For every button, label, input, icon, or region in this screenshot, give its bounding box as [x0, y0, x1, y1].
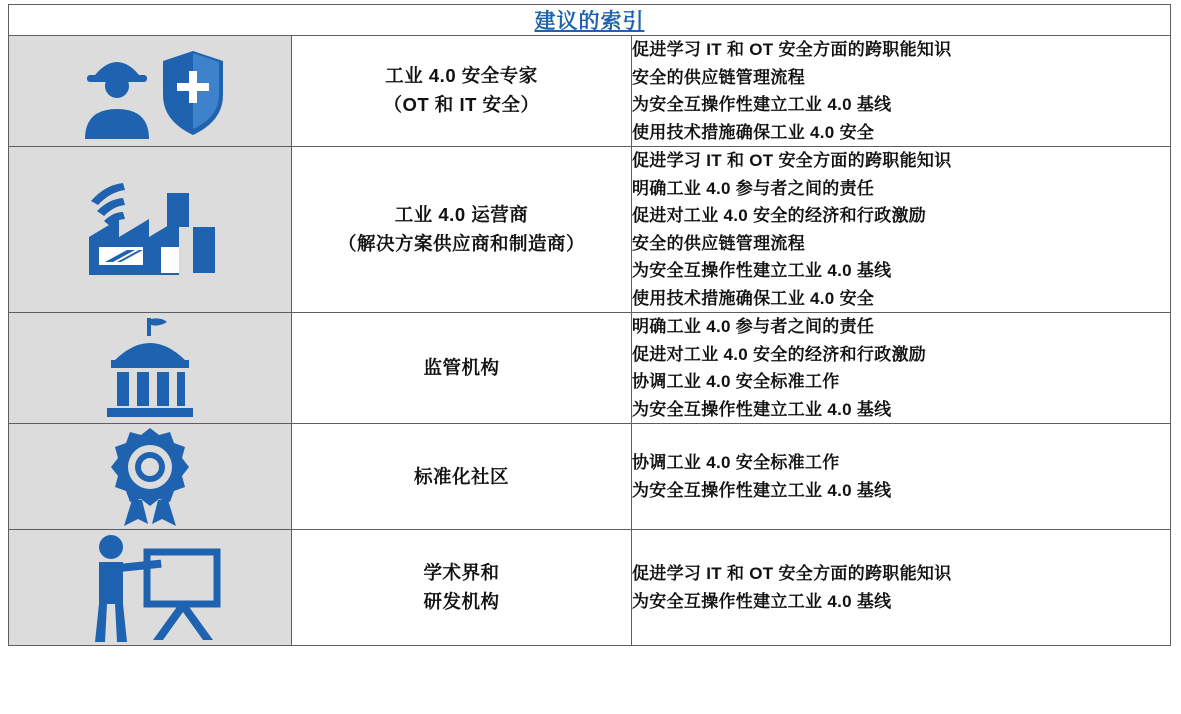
icon-cell [9, 36, 292, 147]
recommendation-item: 促进学习 IT 和 OT 安全方面的跨职能知识 [632, 564, 952, 584]
recommendation-item: 为安全互操作性建立工业 4.0 基线 [632, 480, 892, 500]
recommendations-table [8, 4, 1171, 646]
recommendation-item: 明确工业 4.0 参与者之间的责任 [632, 317, 875, 337]
recommendation-item: 安全的供应链管理流程 [632, 67, 805, 87]
recommendation-item: 促进对工业 4.0 安全的经济和行政激励 [632, 344, 927, 364]
table-row [9, 147, 1171, 313]
table-row [9, 530, 1171, 646]
recommendations-index-diagram [0, 4, 1181, 714]
recommendation-item: 为安全互操作性建立工业 4.0 基线 [632, 591, 892, 611]
table-title-row [9, 5, 1171, 36]
title-cell [9, 5, 1171, 36]
role-cell [292, 36, 632, 147]
recommendation-item: 使用技术措施确保工业 4.0 安全 [632, 122, 875, 142]
role-cell [292, 313, 632, 424]
role-line: 工业 4.0 运营商 [394, 204, 529, 226]
role-cell [292, 424, 632, 530]
recommendation-item: 安全的供应链管理流程 [632, 233, 805, 253]
icon-cell [9, 313, 292, 424]
recommendation-item: 明确工业 4.0 参与者之间的责任 [632, 178, 875, 198]
page-title: 建议的索引 [534, 10, 645, 33]
role-line: 学术界和 [423, 562, 500, 584]
icon-cell [9, 530, 292, 646]
recommendation-item: 协调工业 4.0 安全标准工作 [632, 453, 840, 473]
recommendation-item: 促进对工业 4.0 安全的经济和行政激励 [632, 206, 927, 226]
recommendation-item: 为安全互操作性建立工业 4.0 基线 [632, 399, 892, 419]
government-building-icon [9, 316, 291, 421]
role-cell [292, 147, 632, 313]
recommendation-item: 促进学习 IT 和 OT 安全方面的跨职能知识 [632, 151, 952, 171]
icon-cell [9, 424, 292, 530]
recommendation-item: 协调工业 4.0 安全标准工作 [632, 372, 840, 392]
icon-cell [9, 147, 292, 313]
recommendations-cell [632, 424, 1171, 530]
factory-wireless-icon [9, 175, 291, 285]
recommendations-cell [632, 147, 1171, 313]
role-line: 研发机构 [423, 590, 500, 612]
role-line: 工业 4.0 安全专家 [385, 65, 538, 87]
worker-with-shield-icon [9, 39, 291, 144]
award-rosette-icon [9, 424, 291, 529]
table-row [9, 36, 1171, 147]
recommendation-item: 为安全互操作性建立工业 4.0 基线 [632, 261, 892, 281]
recommendation-item: 使用技术措施确保工业 4.0 安全 [632, 288, 875, 308]
role-line: （解决方案供应商和制造商） [337, 232, 585, 254]
role-line: 标准化社区 [413, 465, 509, 487]
recommendations-cell [632, 530, 1171, 646]
recommendation-item: 为安全互操作性建立工业 4.0 基线 [632, 95, 892, 115]
recommendation-item: 促进学习 IT 和 OT 安全方面的跨职能知识 [632, 40, 952, 59]
role-cell [292, 530, 632, 646]
recommendations-cell [632, 313, 1171, 424]
presenter-whiteboard-icon [9, 530, 291, 645]
role-line: 监管机构 [423, 357, 500, 379]
role-line: （OT 和 IT 安全） [383, 94, 540, 116]
table-row [9, 313, 1171, 424]
table-row [9, 424, 1171, 530]
recommendations-cell [632, 36, 1171, 147]
